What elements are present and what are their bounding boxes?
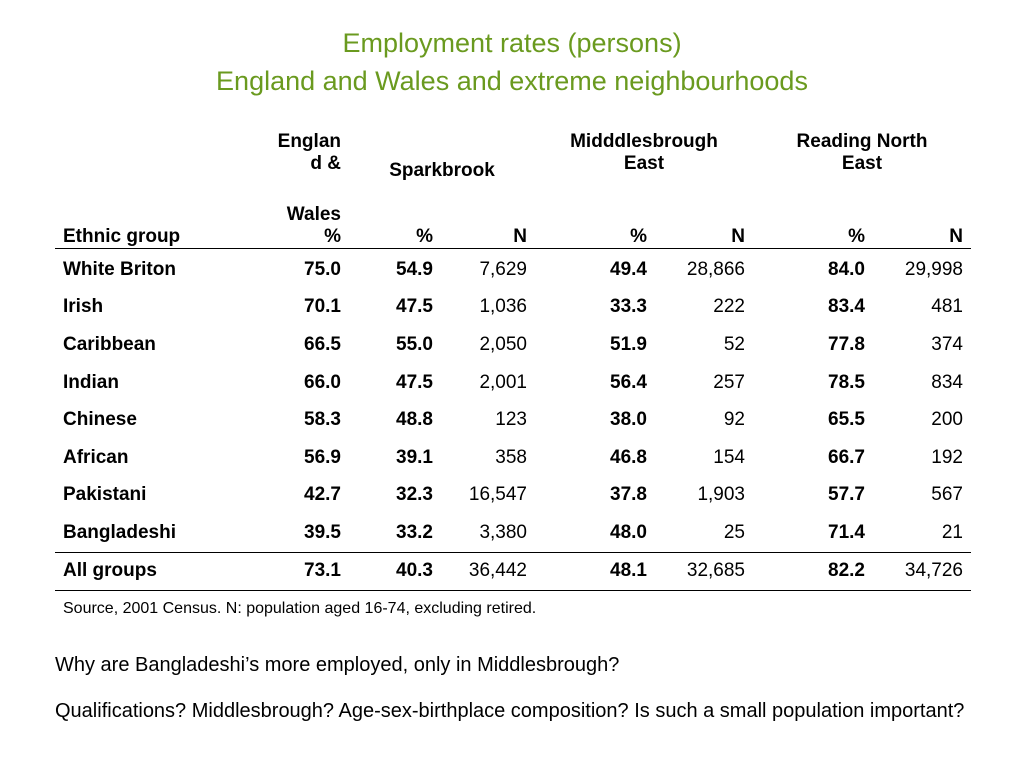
header-sparkbrook-n: N bbox=[513, 226, 527, 247]
table-row bbox=[55, 477, 971, 515]
title-line-1: Employment rates (persons) bbox=[342, 28, 682, 58]
table-row bbox=[55, 439, 971, 477]
cell-reading-pct: 82.2 bbox=[828, 560, 865, 582]
header-middlesbrough-n: N bbox=[731, 226, 745, 247]
cell-middlesbrough-n: 1,903 bbox=[697, 484, 745, 506]
cell-middlesbrough-pct: 49.4 bbox=[610, 258, 647, 280]
cell-reading-pct: 78.5 bbox=[828, 371, 865, 393]
table-row bbox=[55, 289, 971, 327]
employment-table bbox=[55, 120, 971, 591]
cell-reading-pct: 57.7 bbox=[828, 484, 865, 506]
table-row bbox=[55, 249, 971, 289]
table-total-row bbox=[55, 552, 971, 590]
cell-middlesbrough-n: 92 bbox=[723, 409, 745, 431]
cell-england-wales-pct: 56.9 bbox=[304, 446, 341, 468]
cell-sparkbrook-n: 123 bbox=[495, 409, 527, 431]
header-england-wales-pct: Wales % bbox=[286, 204, 341, 247]
cell-middlesbrough-pct: 37.8 bbox=[610, 484, 647, 506]
header-reading-pct: % bbox=[848, 226, 865, 247]
cell-sparkbrook-pct: 39.1 bbox=[396, 446, 433, 468]
cell-reading-n: 29,998 bbox=[904, 258, 963, 280]
header-sparkbrook-pct: % bbox=[416, 226, 433, 247]
cell-middlesbrough-n: 222 bbox=[713, 296, 745, 318]
cell-england-wales-pct: 39.5 bbox=[304, 521, 341, 543]
cell-middlesbrough-pct: 48.1 bbox=[610, 560, 647, 582]
cell-sparkbrook-n: 36,442 bbox=[468, 560, 527, 582]
cell-reading-pct: 77.8 bbox=[828, 333, 865, 355]
cell-england-wales-pct: 66.5 bbox=[304, 333, 341, 355]
cell-sparkbrook-n: 1,036 bbox=[479, 296, 527, 318]
cell-sparkbrook-n: 358 bbox=[495, 446, 527, 468]
column-header-row bbox=[55, 186, 971, 249]
cell-ethnic-group: African bbox=[63, 446, 129, 468]
table-row bbox=[55, 364, 971, 402]
cell-reading-pct: 65.5 bbox=[828, 409, 865, 431]
header-sparkbrook: Sparkbrook bbox=[389, 160, 495, 181]
cell-middlesbrough-pct: 38.0 bbox=[610, 409, 647, 431]
cell-reading-n: 374 bbox=[931, 333, 963, 355]
cell-ethnic-group: Irish bbox=[63, 296, 104, 318]
cell-middlesbrough-n: 154 bbox=[713, 446, 745, 468]
cell-ethnic-group: Pakistani bbox=[63, 484, 147, 506]
cell-middlesbrough-n: 32,685 bbox=[686, 560, 745, 582]
cell-sparkbrook-n: 2,001 bbox=[479, 371, 527, 393]
cell-england-wales-pct: 73.1 bbox=[304, 560, 341, 582]
cell-reading-n: 567 bbox=[931, 484, 963, 506]
cell-ethnic-group: White Briton bbox=[63, 258, 176, 280]
cell-reading-n: 21 bbox=[941, 521, 963, 543]
header-middlesbrough-pct: % bbox=[630, 226, 647, 247]
cell-reading-pct: 66.7 bbox=[828, 446, 865, 468]
cell-england-wales-pct: 70.1 bbox=[304, 296, 341, 318]
cell-middlesbrough-pct: 33.3 bbox=[610, 296, 647, 318]
cell-sparkbrook-pct: 47.5 bbox=[396, 371, 433, 393]
blank-header-cell bbox=[55, 120, 265, 186]
header-reading-n: N bbox=[949, 226, 963, 247]
area-header-row bbox=[55, 120, 971, 186]
cell-middlesbrough-n: 52 bbox=[723, 333, 745, 355]
question-1: Why are Bangladeshi’s more employed, only in Middlesbrough? bbox=[55, 654, 620, 676]
question-2: Qualifications? Middlesbrough? Age-sex-birthplace composition? Is such a small population important? bbox=[55, 700, 965, 722]
cell-sparkbrook-n: 2,050 bbox=[479, 333, 527, 355]
cell-sparkbrook-n: 3,380 bbox=[479, 521, 527, 543]
table-row bbox=[55, 514, 971, 552]
header-ethnic-group: Ethnic group bbox=[63, 226, 181, 247]
cell-ethnic-group: All groups bbox=[63, 560, 157, 582]
cell-sparkbrook-pct: 54.9 bbox=[396, 258, 433, 280]
cell-reading-pct: 71.4 bbox=[828, 521, 865, 543]
cell-england-wales-pct: 42.7 bbox=[304, 484, 341, 506]
header-middlesbrough: Midddlesbrough East bbox=[570, 131, 718, 174]
cell-sparkbrook-n: 7,629 bbox=[479, 258, 527, 280]
cell-middlesbrough-pct: 46.8 bbox=[610, 446, 647, 468]
cell-middlesbrough-n: 25 bbox=[723, 521, 745, 543]
header-reading: Reading North East bbox=[796, 131, 928, 174]
cell-ethnic-group: Caribbean bbox=[63, 333, 156, 355]
cell-ethnic-group: Chinese bbox=[63, 409, 137, 431]
cell-reading-n: 481 bbox=[931, 296, 963, 318]
table-row bbox=[55, 326, 971, 364]
cell-england-wales-pct: 75.0 bbox=[304, 258, 341, 280]
title-line-2: England and Wales and extreme neighbourhoods bbox=[216, 66, 808, 96]
cell-sparkbrook-n: 16,547 bbox=[468, 484, 527, 506]
cell-sparkbrook-pct: 47.5 bbox=[396, 296, 433, 318]
cell-sparkbrook-pct: 55.0 bbox=[396, 333, 433, 355]
cell-middlesbrough-pct: 51.9 bbox=[610, 333, 647, 355]
cell-reading-n: 192 bbox=[931, 446, 963, 468]
cell-sparkbrook-pct: 48.8 bbox=[396, 409, 433, 431]
table-row bbox=[55, 401, 971, 439]
header-england-wales-top: Englan d & bbox=[277, 131, 341, 174]
cell-sparkbrook-pct: 40.3 bbox=[396, 560, 433, 582]
cell-reading-n: 200 bbox=[931, 409, 963, 431]
cell-reading-n: 834 bbox=[931, 371, 963, 393]
cell-middlesbrough-pct: 48.0 bbox=[610, 521, 647, 543]
cell-ethnic-group: Bangladeshi bbox=[63, 521, 176, 543]
cell-reading-n: 34,726 bbox=[904, 560, 963, 582]
cell-ethnic-group: Indian bbox=[63, 371, 119, 393]
cell-sparkbrook-pct: 32.3 bbox=[396, 484, 433, 506]
cell-sparkbrook-pct: 33.2 bbox=[396, 521, 433, 543]
source-note: Source, 2001 Census. N: population aged 16-74, excluding retired. bbox=[63, 600, 537, 617]
cell-middlesbrough-n: 257 bbox=[713, 371, 745, 393]
cell-england-wales-pct: 58.3 bbox=[304, 409, 341, 431]
cell-reading-pct: 83.4 bbox=[828, 296, 865, 318]
cell-reading-pct: 84.0 bbox=[828, 258, 865, 280]
cell-middlesbrough-pct: 56.4 bbox=[610, 371, 647, 393]
cell-middlesbrough-n: 28,866 bbox=[686, 258, 745, 280]
cell-england-wales-pct: 66.0 bbox=[304, 371, 341, 393]
